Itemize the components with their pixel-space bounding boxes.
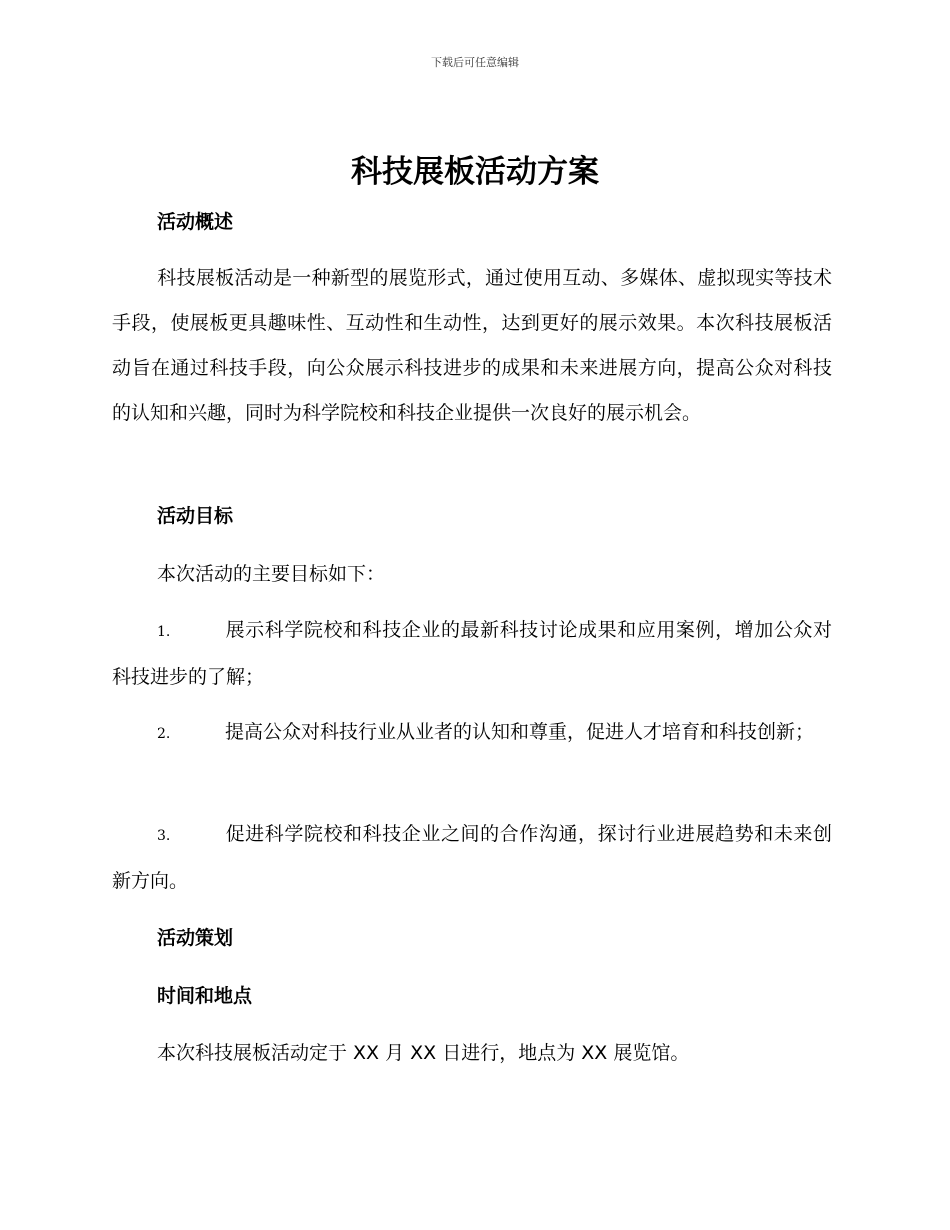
list-number: 2. xyxy=(157,726,171,742)
goal-text: 展示科学院校和科技企业的最新科技讨论成果和应用案例，增加公众对科技进步的了解； xyxy=(112,619,832,688)
section-heading-overview: 活动概述 xyxy=(157,211,234,233)
section-heading-time-place: 时间和地点 xyxy=(157,985,253,1007)
list-number: 3. xyxy=(157,828,171,844)
overview-paragraph xyxy=(112,256,832,436)
goal-item-3 xyxy=(112,812,832,904)
goals-intro: 本次活动的主要目标如下： xyxy=(157,563,386,585)
goal-item-1 xyxy=(112,608,832,700)
overview-text: 科技展板活动是一种新型的展览形式，通过使用互动、多媒体、虚拟现实等技术手段，使展板更具趣味性、互动性和生动性，达到更好的展示效果。本次科技展板活动旨在通过科技手段，向公众展示科技进步的成果和未来进展方向，提高公众对科技的认知和兴趣，同时为科学院校和科技企业提供一次良好的展示机会。 xyxy=(112,267,832,424)
time-place-text: 本次科技展板活动定于 XX 月 XX 日进行，地点为 XX 展览馆。 xyxy=(157,1042,690,1064)
goal-text: 促进科学院校和科技企业之间的合作沟通，探讨行业进展趋势和未来创新方向。 xyxy=(112,823,832,892)
goal-item-2 xyxy=(112,710,832,757)
header-note: 下载后可任意编辑 xyxy=(431,56,519,69)
document-title: 科技展板活动方案 xyxy=(351,154,599,190)
list-number: 1. xyxy=(157,624,171,640)
section-heading-plan: 活动策划 xyxy=(157,927,234,949)
section-heading-goals: 活动目标 xyxy=(157,505,234,527)
goal-text: 提高公众对科技行业从业者的认知和尊重，促进人才培育和科技创新； xyxy=(225,721,815,743)
